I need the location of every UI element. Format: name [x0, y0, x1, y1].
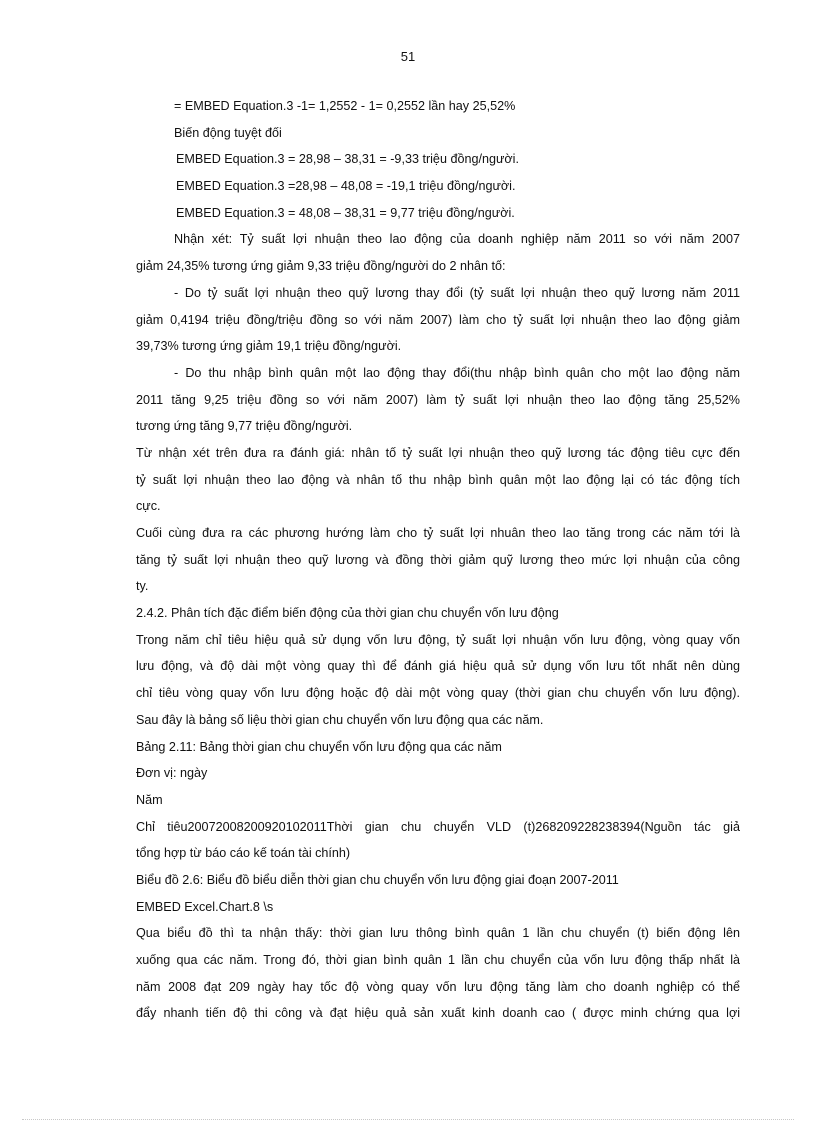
text-line: EMBED Excel.Chart.8 \s	[136, 899, 274, 914]
text-line: Năm	[136, 792, 163, 807]
text-line: đẩy nhanh tiến độ thi công và đạt hiệu quả sản xuất kinh doanh cao ( được minh chứng qua lợi	[136, 1006, 740, 1021]
text-line: Biểu đồ 2.6: Biểu đồ biểu diễn thời gian chu chuyển vốn lưu động giai đoạn 2007-2011	[136, 872, 619, 887]
text-line: năm 2008 đạt 209 ngày hay tốc độ vòng quay vốn lưu động tăng làm cho doanh nghiệp có thể	[136, 979, 740, 994]
text-line: Từ nhận xét trên đưa ra đánh giá: nhân tố tỷ suất lợi nhuận theo quỹ lương tác động tiêu cực đến	[136, 445, 740, 460]
text-line: cực.	[136, 499, 161, 514]
document-body	[136, 93, 740, 1027]
text-line: EMBED Equation.3 = 28,98 – 38,31 = -9,33 triệu đồng/người.	[176, 152, 519, 167]
text-line: Nhận xét: Tỷ suất lợi nhuận theo lao động của doanh nghiệp năm 2011 so với năm 2007	[174, 232, 740, 247]
text-line: 2011 tăng 9,25 triệu đồng so với năm 2007) làm tỷ suất lợi nhuận theo lao động tăng 25,52%	[136, 392, 740, 407]
text-line: Cuối cùng đưa ra các phương hướng làm cho tỷ suất lợi nhuân theo lao tăng trong các năm tới là	[136, 526, 740, 540]
text-line: - Do thu nhập bình quân một lao động thay đổi(thu nhập bình quân cho một lao động năm	[174, 365, 740, 380]
text-line: EMBED Equation.3 =28,98 – 48,08 = -19,1 triệu đồng/người.	[176, 179, 516, 194]
text-line: - Do tỷ suất lợi nhuận theo quỹ lương thay đổi (tỷ suất lợi nhuận theo quỹ lương năm 2011	[174, 285, 740, 300]
text-line: tỷ suất lợi nhuận theo lao động và nhân tố thu nhập bình quân một lao động lại có tác động tích	[136, 472, 740, 487]
text-line: tổng hợp từ báo cáo kế toán tài chính)	[136, 846, 351, 861]
text-line: Qua biểu đồ thì ta nhận thấy: thời gian lưu thông bình quân 1 lần chu chuyển (t) biến động lên	[136, 926, 740, 941]
text-line: chỉ tiêu vòng quay vốn lưu động hoặc độ dài một vòng quay (thời gian chu chuyển vốn lưu động).	[136, 686, 740, 701]
text-line: ty.	[136, 579, 149, 594]
page-number: 51	[400, 49, 416, 64]
text-line: lưu động, và độ dài một vòng quay thì để đánh giá hiệu quả sử dụng vốn lưu tốt nhất nên dùng	[136, 659, 740, 674]
text-line: Bảng 2.11: Bảng thời gian chu chuyển vốn lưu động qua các năm	[136, 739, 502, 754]
text-line: giảm 24,35% tương ứng giảm 9,33 triệu đồng/người do 2 nhân tố:	[136, 259, 506, 274]
text-line: giảm 0,4194 triệu đồng/triệu đồng so với năm 2007) làm cho tỷ suất lợi nhuận theo lao động giảm	[136, 312, 740, 327]
text-line: Đơn vị: ngày	[136, 766, 208, 781]
text-line: Trong năm chỉ tiêu hiệu quả sử dụng vốn lưu động, tỷ suất lợi nhuận vốn lưu động, vòng quay vốn	[136, 632, 740, 647]
text-line: Chỉ tiêu20072008200920102011Thời gian chu chuyển VLD (t)268209228238394(Nguồn tác giả	[136, 819, 740, 834]
text-line: 2.4.2. Phân tích đặc điểm biến động của thời gian chu chuyển vốn lưu động	[136, 606, 559, 621]
text-line: 39,73% tương ứng giảm 19,1 triệu đồng/người.	[136, 339, 402, 354]
text-line: tăng tỷ suất lợi nhuận theo quỹ lương và đồng thời giảm quỹ lương theo mức lợi nhuận của công	[136, 552, 740, 567]
text-line: Sau đây là bảng số liệu thời gian chu chuyển vốn lưu động qua các năm.	[136, 712, 544, 727]
text-line: xuống qua các năm. Trong đó, thời gian bình quân 1 lần chu chuyển của vốn lưu động thấp nhất là	[136, 953, 740, 967]
text-line: = EMBED Equation.3 -1= 1,2552 - 1= 0,2552 lần hay 25,52%	[174, 99, 516, 113]
text-line: tương ứng tăng 9,77 triệu đồng/người.	[136, 419, 353, 434]
text-line: EMBED Equation.3 = 48,08 – 38,31 = 9,77 triệu đồng/người.	[176, 205, 515, 220]
page-bottom-divider	[22, 1119, 794, 1120]
text-line: Biến động tuyệt đối	[174, 125, 282, 140]
